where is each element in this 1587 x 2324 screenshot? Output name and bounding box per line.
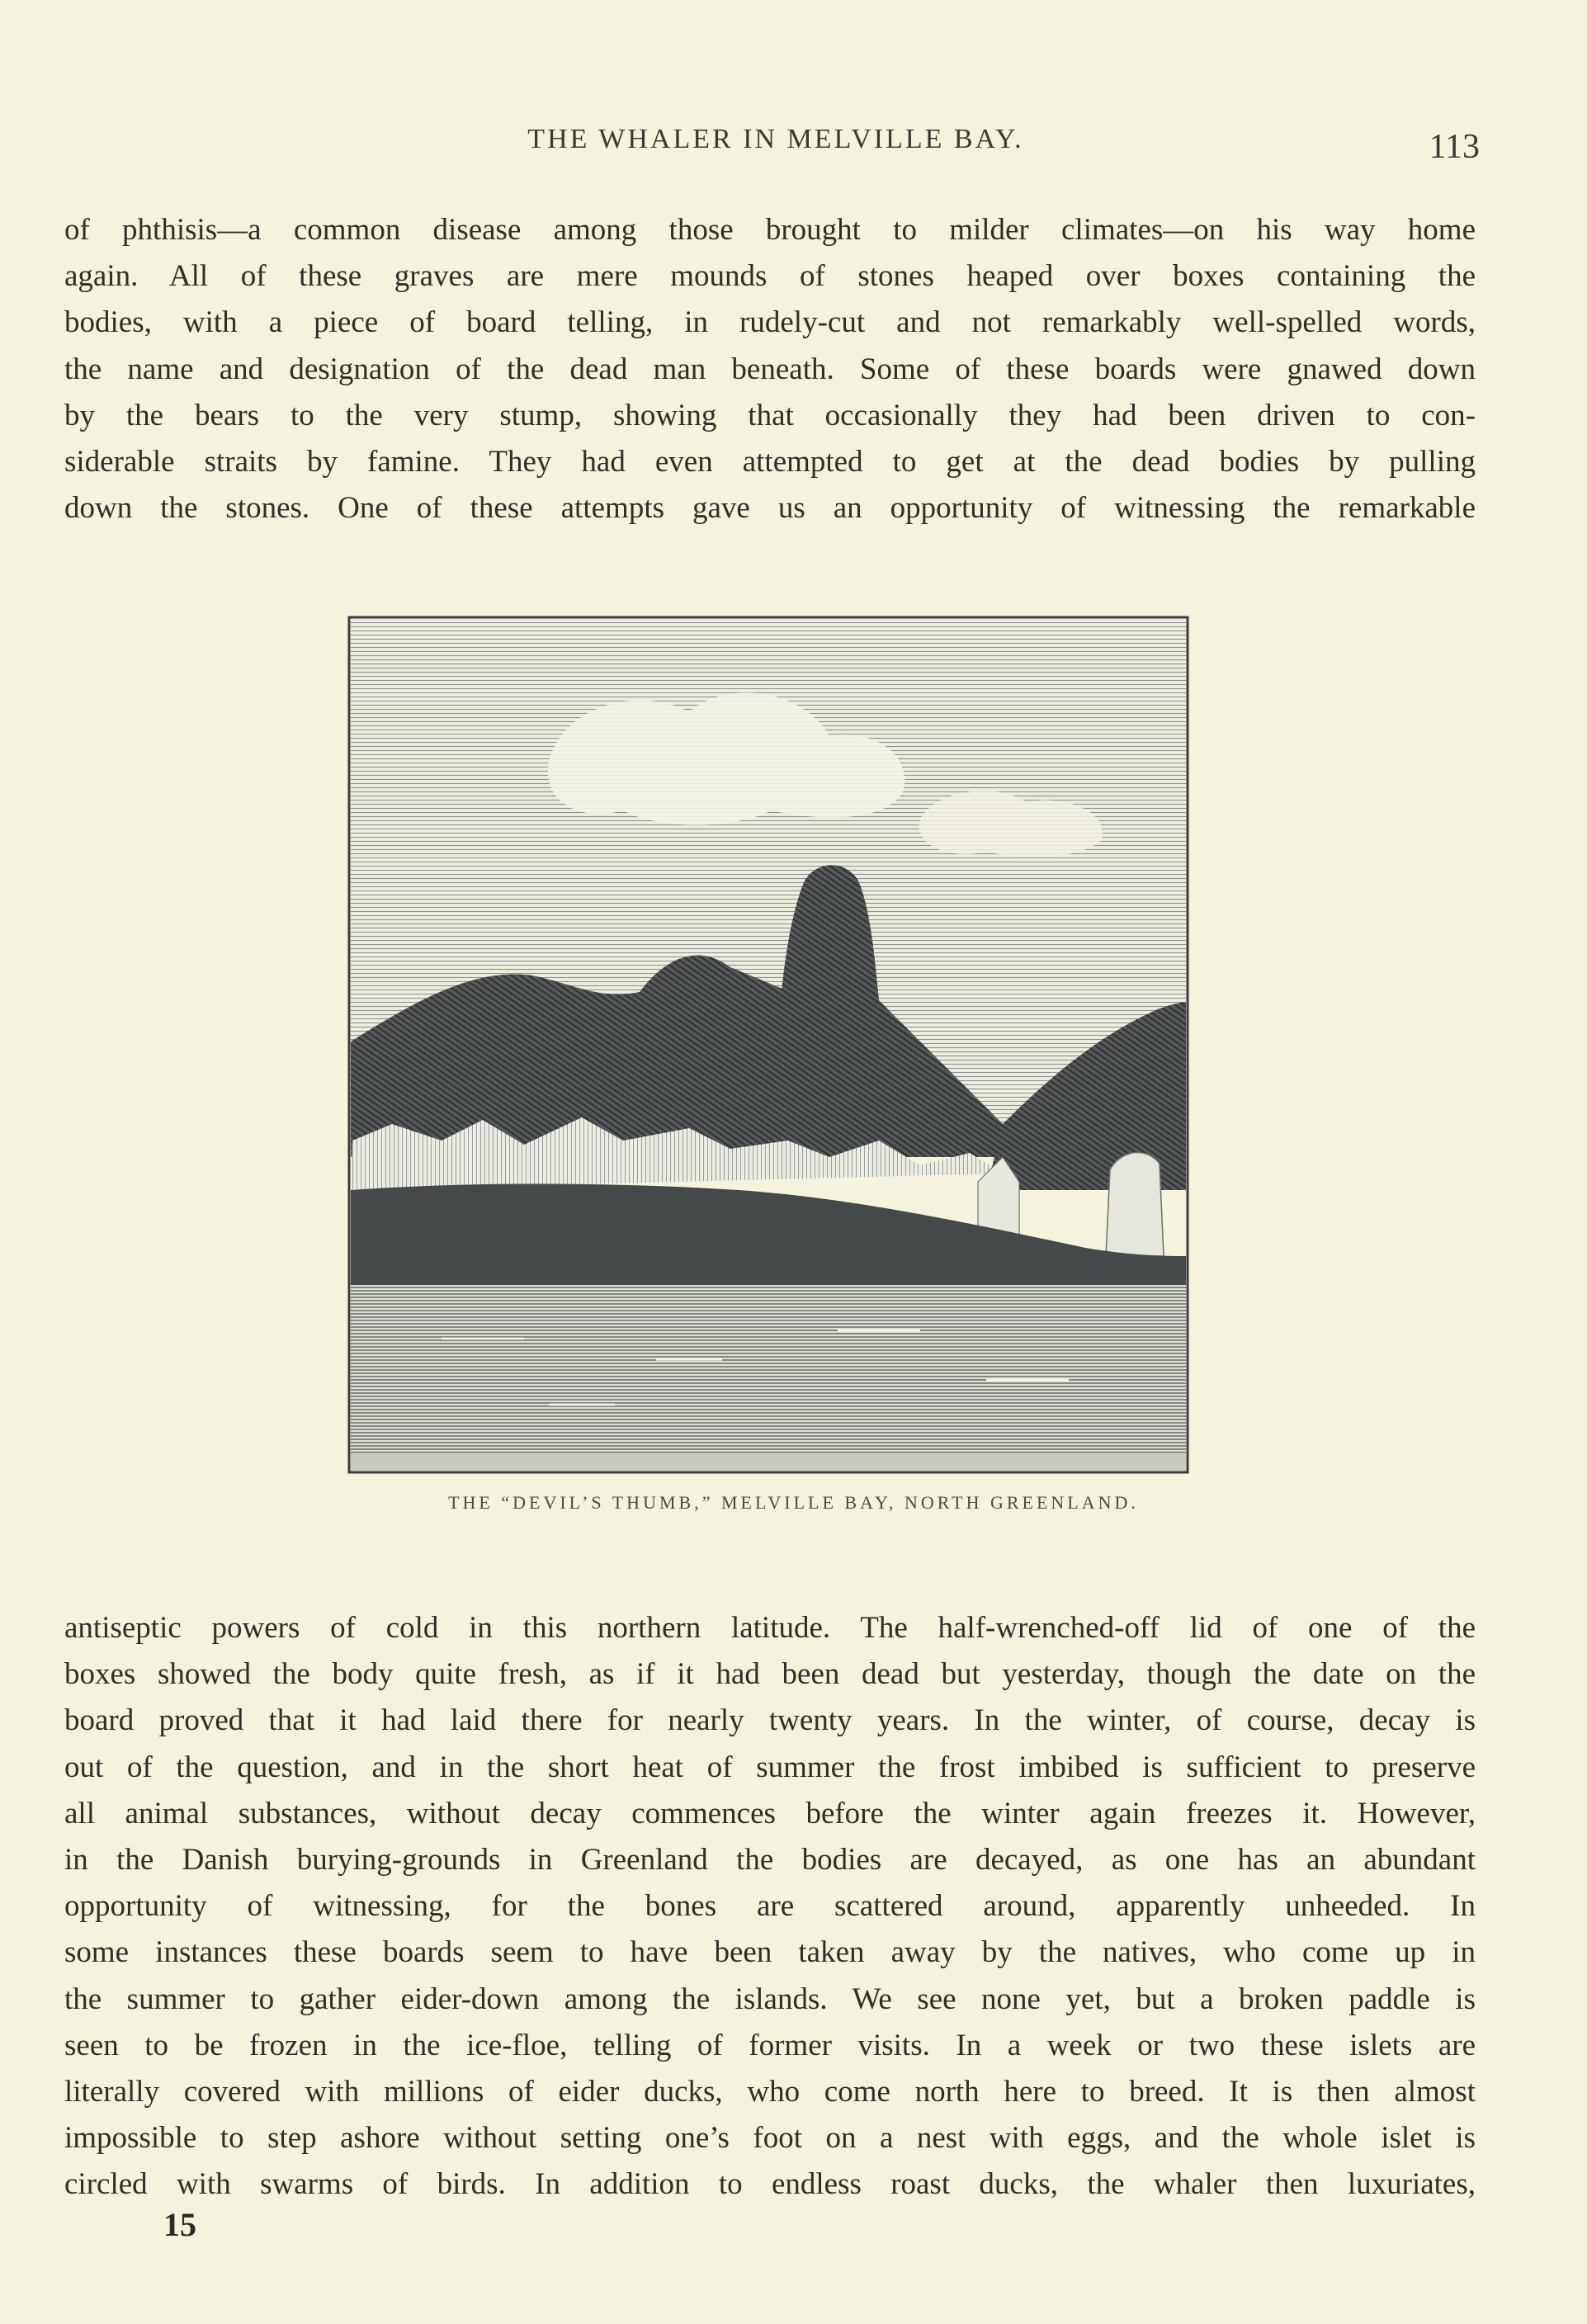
text-line: in the Danish burying-grounds in Greenland the bodies are decayed, as one has an abundant xyxy=(64,1843,1476,1878)
running-head xyxy=(0,124,1587,173)
text-line: seen to be frozen in the ice-floe, telling of former visits. In a week or two these islets are xyxy=(64,2028,1476,2062)
text-line: by the bears to the very stump, showing that occasionally they had been driven to con- xyxy=(64,398,1476,432)
text-line: all animal substances, without decay commences before the winter again freezes it. However, xyxy=(64,1796,1476,1830)
text-line: the summer to gather eider-down among the islands. We see none yet, but a broken paddle is xyxy=(64,1982,1476,2016)
text-line: impossible to step ashore without setting one’s foot on a nest with eggs, and the whole islet is xyxy=(64,2121,1476,2156)
shoreline xyxy=(351,1184,1186,1290)
illustration-caption: THE “DEVIL’S THUMB,” MELVILLE BAY, NORTH GREENLAND. xyxy=(448,1492,1139,1513)
running-title: THE WHALER IN MELVILLE BAY. xyxy=(527,124,1024,154)
text-line: the name and designation of the dead man beneath. Some of these boards were gnawed down xyxy=(64,352,1476,386)
text-line: again. All of these graves are mere mounds of stones heaped over boxes containing the xyxy=(64,259,1476,294)
text-line: circled with swarms of birds. In addition to endless roast ducks, the whaler then luxuriates, xyxy=(64,2167,1476,2202)
text-line: siderable straits by famine. They had even attempted to get at the dead bodies by pulling xyxy=(64,445,1476,479)
paragraph-top xyxy=(64,207,1476,531)
text-line: bodies, with a piece of board telling, in rudely-cut and not remarkably well-spelled words, xyxy=(64,305,1476,340)
text-line: opportunity of witnessing, for the bones are scattered around, apparently unheeded. In xyxy=(64,1889,1476,1924)
text-line: boxes showed the body quite fresh, as if it had been dead but yesterday, though the date on the xyxy=(64,1657,1476,1692)
page-number: 113 xyxy=(1429,128,1480,166)
paragraph-bottom xyxy=(64,1605,1476,2208)
text-line: out of the question, and in the short heat of summer the frost imbibed is sufficient to preserve xyxy=(64,1750,1476,1784)
text-line: of phthisis—a common disease among those brought to milder climates—on his way home xyxy=(64,213,1476,247)
text-line: board proved that it had laid there for nearly twenty years. In the winter, of course, decay is xyxy=(64,1703,1476,1738)
text-line: some instances these boards seem to have been taken away by the natives, who come up in xyxy=(64,1935,1476,1970)
text-line: literally covered with millions of eider ducks, who come north here to breed. It is then almost xyxy=(64,2075,1476,2109)
iceberg xyxy=(1106,1152,1164,1256)
signature-mark: 15 xyxy=(163,2206,196,2243)
text-line: down the stones. One of these attempts gave us an opportunity of witnessing the remarkable xyxy=(64,491,1476,526)
engraving-devils-thumb xyxy=(342,612,1194,1476)
ground-strip xyxy=(351,1454,1186,1471)
water xyxy=(351,1285,1186,1471)
text-line: antiseptic powers of cold in this northern latitude. The half-wrenched-off lid of one of the xyxy=(64,1611,1476,1645)
